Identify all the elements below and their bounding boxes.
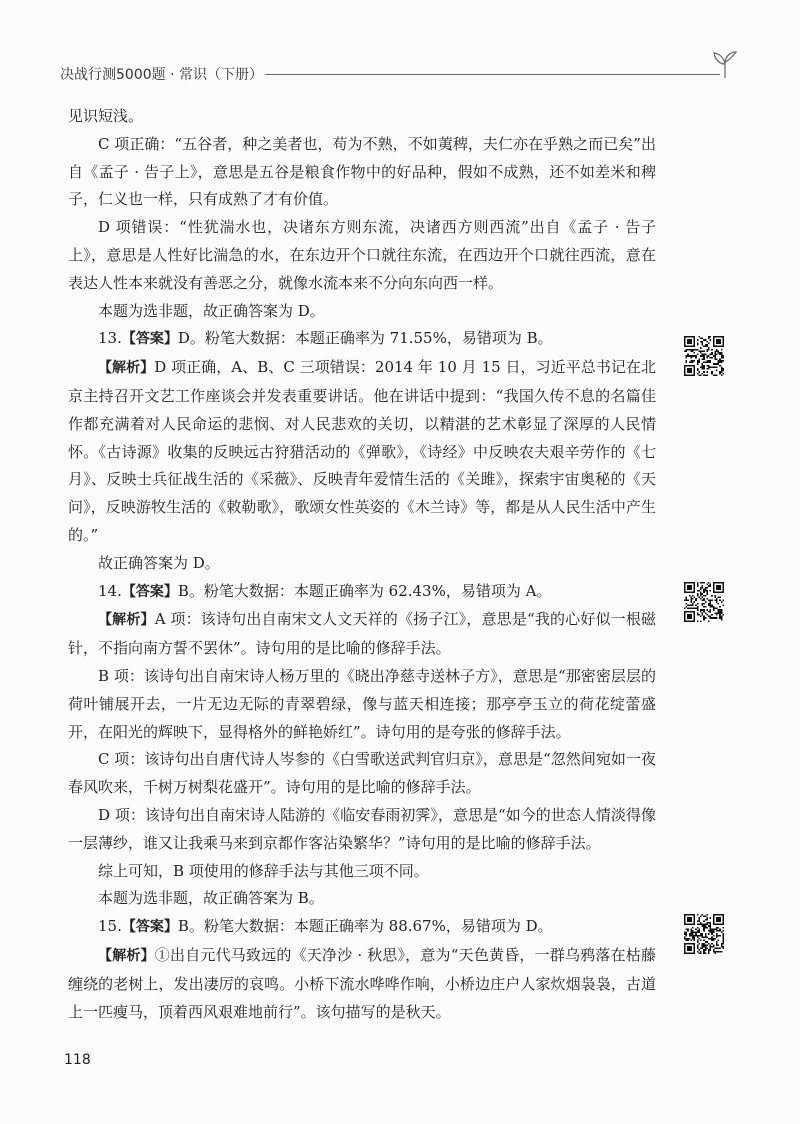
explanation-text: D 项正确，A、B、C 三项错误：2014 年 10 月 15 日，习近平总书记在北京主持召开文艺工作座谈会并发表重要讲话。他在讲话中提到：“我国久传不息的名篇佳作都充满着对人民命运的悲悯、对人民悲欢的关切，以精湛的艺术彰显了深厚的人民情怀。《古诗源》收集的反映远古狩猎活动的《弹歌》，《诗经》中反映农夫艰辛劳作的《七月》、反映士兵征战生活的《采薇》、反映青年爱情生活的《关雎》，探索宇宙奥秘的《天问》，反映游牧生活的《敕勒歌》，歌颂女性英姿的《木兰诗》等，都是从人民生活中产生的。” [68,358,656,544]
question-number: 15. [98,917,122,936]
paragraph: 综上可知，B 项使用的修辞手法与其他三项不同。 [98,861,429,880]
explanation-14 [68,606,656,663]
paragraph: 本题为选非题，故正确答案为 D。 [98,301,325,320]
answer-label: 【答案】 [121,331,178,348]
answer-line-14 [68,578,656,607]
explanation-text: ①出自元代马致远的《天净沙 · 秋思》，意为“天色黄昏，一群乌鸦落在枯藤缠绕的老树上，发出凄厉的哀鸣。小桥下流水哗哗作响，小桥边庄户人家炊烟袅袅，古道上一匹瘦马，顶着西风艰难地前行”。该句描写的是秋天。 [68,945,656,1021]
leaf-sprout-icon [710,48,740,80]
question-number: 14. [98,581,122,600]
explanation-15 [68,942,656,1026]
explanation-text: A 项：该诗句出自南宋文人文天祥的《扬子江》，意思是“我的心好似一根磁针，不指向南方誓不罢休”。诗句用的是比喻的修辞手法。 [68,610,657,658]
paragraph: C 项：该诗句出自唐代诗人岑参的《白雪歌送武判官归京》，意思是“忽然间宛如一夜春风吹来，千树万树梨花盛开”。诗句用的是比喻的修辞手法。 [68,750,656,797]
answer-text: B。粉笔大数据：本题正确率为 62.43%，易错项为 A。 [177,581,552,600]
header-rule [265,74,720,75]
page-body [68,103,656,1026]
qr-code-icon[interactable] [684,582,724,622]
book-title: 决战行测5000题 · 常识（下册） [60,67,263,83]
explanation-label: 【解析】 [98,360,155,377]
paragraph: D 项错误：“性犹湍水也，决诸东方则东流，决诸西方则西流”出自《孟子 · 告子上》，意思是人性好比湍急的水，在东边开个口就往东流，在西边开个口就往西流，意在表达人性本来就没有善恶之分，就像水流本来不分向东向西一样。 [68,218,656,292]
paragraph: D 项：该诗句出自南宋诗人陆游的《临安春雨初霁》，意思是“如今的世态人情淡得像一层薄纱，谁又让我乘马来到京都作客沾染繁华？”诗句用的是比喻的修辞手法。 [68,805,656,852]
answer-line-15 [68,913,656,942]
answer-label: 【答案】 [121,919,178,936]
explanation-13 [68,354,656,550]
answer-text: D。粉笔大数据：本题正确率为 71.55%，易错项为 B。 [177,329,553,348]
paragraph: 本题为选非题，故正确答案为 B。 [98,889,324,908]
qr-code-icon[interactable] [684,914,724,954]
paragraph: 故正确答案为 D。 [98,553,220,572]
running-header [60,62,740,88]
page-number: 118 [64,1052,91,1068]
answer-text: B。粉笔大数据：本题正确率为 88.67%，易错项为 D。 [177,917,553,936]
explanation-label: 【解析】 [98,612,155,629]
qr-code-icon[interactable] [684,336,724,376]
question-number: 13. [98,329,122,348]
paragraph: 见识短浅。 [68,107,144,125]
paragraph: B 项：该诗句出自南宋诗人杨万里的《晓出净慈寺送林子方》，意思是“那密密层层的荷叶铺展开去，一片无边无际的青翠碧绿，像与蓝天相连接；那亭亭玉立的荷花绽蕾盛开，在阳光的辉映下，显得格外的鲜艳娇红”。诗句用的是夸张的修辞手法。 [68,666,656,741]
answer-label: 【答案】 [121,583,178,600]
paragraph: C 项正确：“五谷者，种之美者也，苟为不熟，不如荑稗，夫仁亦在乎熟之而已矣”出自《孟子 · 告子上》，意思是五谷是粮食作物中的好品种，假如不成熟，还不如差米和稗子，仁义也一样，只有成熟了才有价值。 [68,134,656,209]
explanation-label: 【解析】 [98,947,155,964]
answer-line-13 [68,325,656,354]
